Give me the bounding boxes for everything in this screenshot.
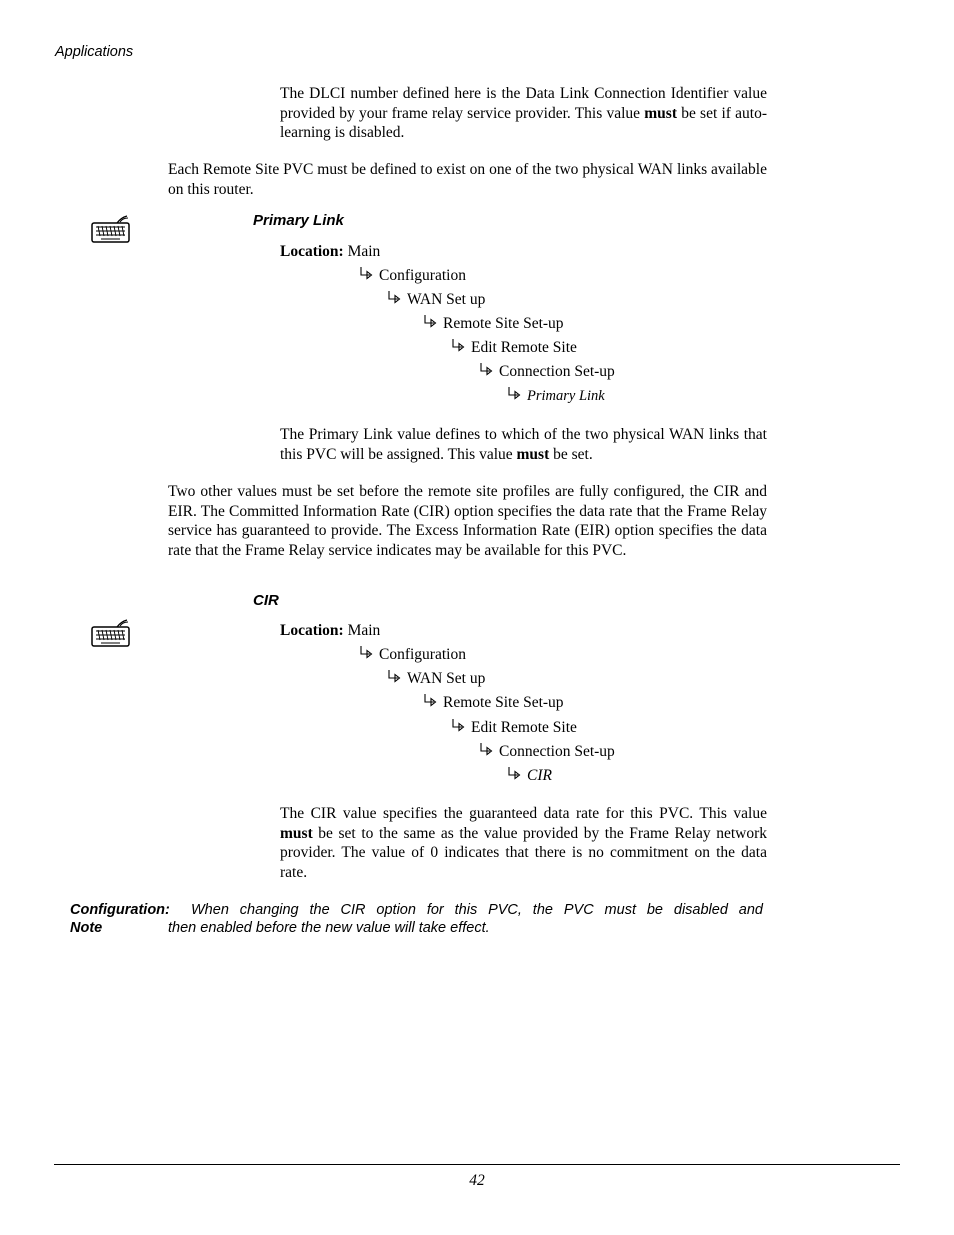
path-step: WAN Set up — [387, 290, 485, 310]
note-text-line2: then enabled before the new value will take effect. — [168, 920, 490, 936]
dlci-text-end: be set if auto-learning is disabled. — [280, 104, 767, 141]
path-step: WAN Set up — [387, 669, 485, 689]
menu-path-arrow-icon — [359, 266, 375, 282]
location-root: Main — [347, 622, 381, 639]
path-step: Remote Site Set-up — [423, 314, 564, 334]
note-label-line2: Note — [70, 920, 103, 936]
menu-path-arrow-icon — [479, 362, 495, 378]
menu-path-arrow-icon — [507, 386, 523, 402]
dlci-paragraph — [280, 84, 767, 143]
keyboard-icon — [90, 212, 132, 244]
cir-paragraph: The CIR value specifies the guaranteed data rate for this PVC. This value must be set to the same as the value provided by the Frame Relay network provider. The value of 0 indicates that there is no commitment on the data rate. — [280, 805, 767, 881]
path-step: Remote Site Set-up — [423, 693, 564, 713]
menu-path-arrow-icon — [507, 766, 523, 782]
location-label: Location: — [280, 243, 344, 260]
note-text: When changing the CIR option for this PVC, the PVC must be disabled and — [191, 902, 763, 918]
cir-location — [280, 621, 380, 641]
path-step: Connection Set-up — [479, 742, 615, 762]
cir-eir-paragraph: Two other values must be set before the remote site profiles are fully configured, the CIR and EIR. The Committed Information Rate (CIR) option specifies the data rate that the Frame Relay service has guaranteed to provide. The Excess Information Rate (EIR) option specifies the data rate that the Frame Relay service indicates may be available for this PVC. — [168, 483, 767, 559]
primary-location — [280, 242, 380, 262]
menu-path-arrow-icon — [451, 338, 467, 354]
running-header: Applications — [55, 44, 134, 60]
menu-path-arrow-icon — [423, 314, 439, 330]
path-final: Primary Link — [507, 386, 605, 407]
note-label: Configuration: — [70, 902, 170, 918]
page-number: 42 — [469, 1172, 485, 1189]
location-label: Location: — [280, 622, 344, 639]
primary-link-heading: Primary Link — [253, 212, 344, 229]
path-final: CIR — [507, 766, 552, 786]
menu-path-arrow-icon — [423, 693, 439, 709]
cir-heading: CIR — [253, 592, 279, 609]
menu-path-arrow-icon — [479, 742, 495, 758]
path-step: Configuration — [359, 645, 466, 665]
dlci-text: The DLCI number defined here is the Data Link Connection Identifier value provided by your frame relay service provider. This value — [280, 85, 767, 122]
menu-path-arrow-icon — [387, 290, 403, 306]
dlci-emphasis: must — [644, 104, 677, 122]
pvc-links-paragraph: Each Remote Site PVC must be defined to exist on one of the two physical WAN links available on this router. — [168, 161, 767, 198]
path-step: Edit Remote Site — [451, 718, 577, 738]
path-step: Edit Remote Site — [451, 338, 577, 358]
menu-path-arrow-icon — [387, 669, 403, 685]
menu-path-arrow-icon — [359, 645, 375, 661]
menu-path-arrow-icon — [451, 718, 467, 734]
path-step: Configuration — [359, 266, 466, 286]
primary-link-paragraph: The Primary Link value defines to which of the two physical WAN links that this PVC will be assigned. This value must be set. — [280, 426, 767, 463]
keyboard-icon — [90, 616, 132, 648]
location-root: Main — [347, 243, 381, 260]
footer-rule — [54, 1164, 900, 1165]
path-step: Connection Set-up — [479, 362, 615, 382]
